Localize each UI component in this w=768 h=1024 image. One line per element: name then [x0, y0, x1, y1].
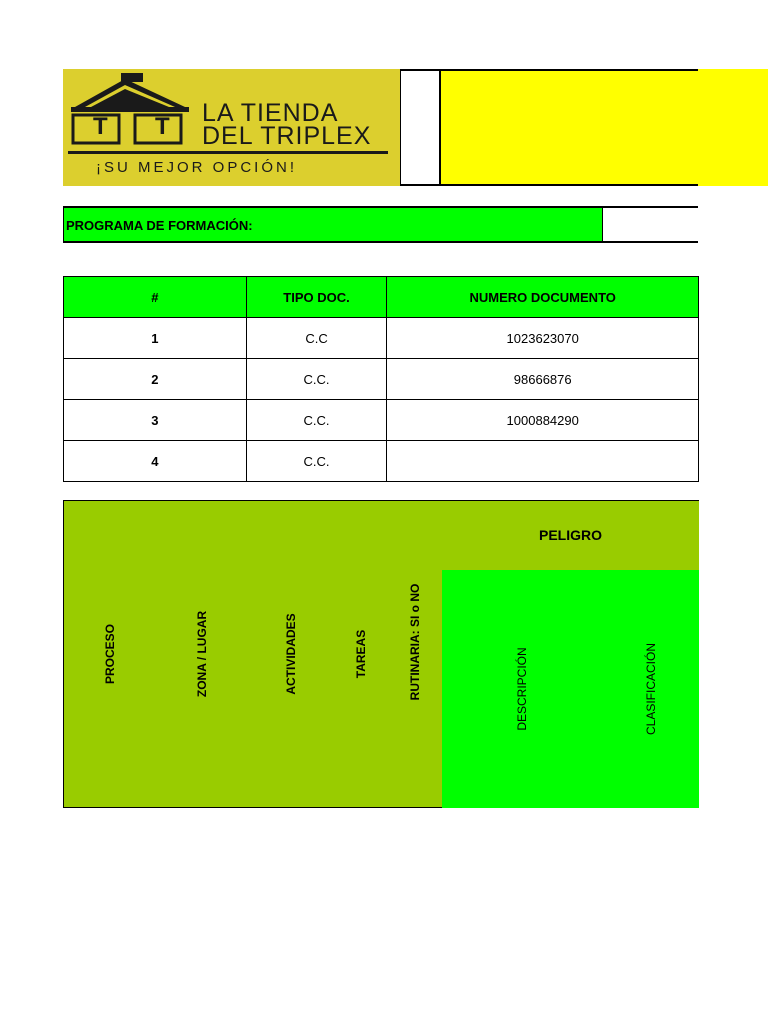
column-label: PROCESO [103, 623, 117, 685]
company-logo [63, 69, 400, 186]
table-row [64, 359, 699, 400]
doc-type-cell[interactable]: C.C. [246, 359, 387, 400]
row-number: 3 [64, 400, 247, 441]
column-header-clasificacion [602, 570, 699, 808]
row-number: 1 [64, 318, 247, 359]
column-label: RUTINARIA: SI o NO [408, 583, 422, 701]
hazard-matrix-header [63, 500, 699, 808]
column-header-actividades [248, 501, 334, 807]
column-header-doc-type: TIPO DOC. [246, 277, 387, 318]
header-yellow-extension [698, 69, 768, 186]
table-header-row [64, 277, 699, 318]
column-label: TAREAS [353, 629, 368, 679]
table-row [64, 441, 699, 482]
doc-number-cell[interactable]: 98666876 [387, 359, 699, 400]
column-label: ACTIVIDADES [283, 613, 298, 695]
doc-number-cell[interactable]: 1000884290 [387, 400, 699, 441]
row-number: 2 [64, 359, 247, 400]
doc-type-cell[interactable]: C.C. [246, 400, 387, 441]
column-header-proceso [64, 501, 157, 807]
doc-type-cell[interactable]: C.C [246, 318, 387, 359]
logo-letter-t: T [93, 113, 108, 140]
doc-number-cell[interactable]: 1023623070 [387, 318, 699, 359]
program-row [63, 206, 698, 243]
logo-letter-t: T [155, 113, 170, 140]
column-header-rutinaria [388, 501, 443, 807]
document-id-table [63, 276, 699, 482]
column-label: DESCRIPCIÓN [515, 647, 529, 731]
column-header-doc-number: NUMERO DOCUMENTO [387, 277, 699, 318]
logo-line1: LA TIENDA [202, 99, 339, 127]
row-number: 4 [64, 441, 247, 482]
logo-line2: DEL TRIPLEX [202, 122, 372, 150]
column-label: CLASIFICACIÓN [643, 642, 658, 736]
column-header-tareas [333, 501, 389, 807]
column-label: ZONA / LUGAR [195, 610, 209, 698]
column-header-number: # [64, 277, 247, 318]
header-blank-cell [400, 69, 441, 186]
column-header-descripcion [442, 570, 603, 808]
doc-number-cell[interactable] [387, 441, 699, 482]
column-header-zona [156, 501, 249, 807]
table-row [64, 318, 699, 359]
program-label: PROGRAMA DE FORMACIÓN: [64, 208, 603, 241]
header-title-cell [441, 69, 698, 186]
table-row [64, 400, 699, 441]
group-header-peligro: PELIGRO [442, 501, 699, 571]
doc-type-cell[interactable]: C.C. [246, 441, 387, 482]
logo-slogan: ¡SU MEJOR OPCIÓN! [96, 159, 298, 176]
